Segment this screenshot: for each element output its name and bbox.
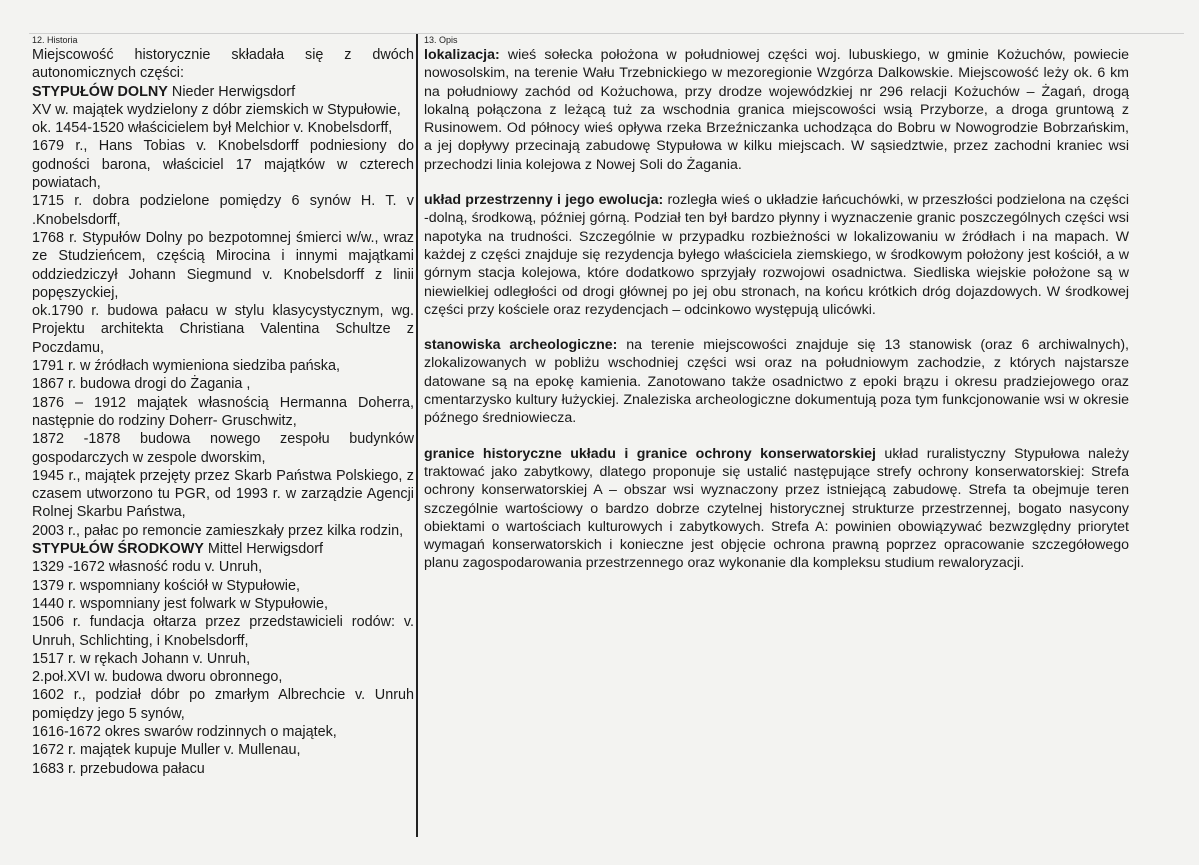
history-entry: 1679 r., Hans Tobias v. Knobelsdorff podniesiony do godności barona, właściciel 17 majątków w czterech powiatach, [32, 138, 414, 192]
history-column [29, 30, 415, 778]
section-body: układ ruralistyczny Stypułowa należy traktować jako zabytkowy, dlatego proponuje się ustalić następujące strefy ochrony konserwatorskiej: Strefa ochrony konserwatorskiej A – obszar wsi wyznaczony przez istniejącą zabudowę. Strefa ta obejmuje teren szczególnie wartościowy o bardzo dobrze czytelnej historycznej strukturze przestrzennej, bogato nasycony obiektami o wartościach kulturowych i zabytkowych. Strefa A: powinien obowiązywać bezwzględny priorytet wymagań konserwatorskich i konieczne jest objęcie ochrona prawną poprzez opracowanie szczegółowego planu zagospodarowania przestrzennego oraz wykonanie dla kompleksu studium rewaloryzacji. [424, 445, 1129, 572]
section-body: na terenie miejscowości znajduje się 13 stanowisk (oraz 6 archiwalnych), zlokalizowanych w pobliżu wschodniej części wsi oraz na południowym zachodzie, z których najstarsze datowane są na epokę kamienia. Zanotowano także osadnictwo z epoki brązu i okresu pradziejowego oraz cmentarzysko kultury łużyckiej. Znaleziska archeologiczne dokumentują poza tym funkcjonowanie wsi w okresie późnego średniowiecza. [424, 337, 1129, 427]
section-body: rozległa wieś o układzie łańcuchówki, w przeszłości podzielona na części -dolną, środkową, później górną. Podział ten był bardzo płynny i wyznaczenie granic poszczególnych części wsi napotyka na trudności. Szczególnie w przypadku rozbieżności w lokalizowaniu w źródłach i na mapach. W każdej z części znajduje się rezydencja byłego właściciela ziemskiego, w środkowym położony jest kościół, a w górnym stacja kolejowa, które dodatkowo sprzyjały rozwojowi osadnictwa. Siedliska wiejskie położone są w niewielkiej odległości od drogi głównej po jej obu stronach, na końcu krótkich dróg dojazdowych. W środkowej części przy kościele oraz rezydencjach – odcinkowo występują ulicówki. [424, 192, 1129, 318]
section-heading: układ przestrzenny i jego ewolucja: [424, 192, 664, 209]
history-entry: 1329 -1672 własność rodu v. Unruh, [32, 559, 263, 576]
part1-name: STYPUŁÓW DOLNY [32, 83, 168, 100]
part1-entries [32, 101, 414, 540]
section-heading: granice historyczne układu i granice ochrony konserwatorskiej [424, 445, 876, 462]
history-entry: 1945 r., majątek przejęty przez Skarb Państwa Polskiego, z czasem utworzono tu PGR, od 1993 r. w zarządzie Agencji Rolnej Skarbu Państwa, [32, 467, 414, 521]
section-body: wieś sołecka położona w południowej części woj. lubuskiego, w gminie Kożuchów, powiecie nowosolskim, na terenie Wału Trzebnickiego w mezoregionie Wzgórza Dalkowskie. Miejscowość leży ok. 6 km na południowy zachód od Kożuchowa, przy drodze wojewódzkiej nr 296 relacji Kożuchów – Żagań, drogą lokalną połączona z leżącą tuż za wschodnia granica miejscowości wsią Przyborze, a droga gruntową z Rusinowem. Od północy wieś opływa rzeka Brzeźniczanka uchodząca do Bobru w Nowogrodzie Bobrzańskim, a jej dopływy przecinają zabudowę Stypułowa w kilku miejscach. W sąsiedztwie, przez zachodni kraniec wsi przechodzi linia kolejowa z Nowej Soli do Żagania. [424, 47, 1129, 173]
history-entry: 1616-1672 okres swarów rodzinnych o majątek, [32, 723, 337, 740]
history-entry: 1768 r. Stypułów Dolny po bezpotomnej śmierci w/w., wraz ze Studzieńcem, częścią Mirocina i innymi majątkami oddziedziczył Johann Siegmund v. Knobelsdorff z linii popęszyckiej, [32, 229, 414, 301]
history-entry: 1517 r. w rękach Johann v. Unruh, [32, 650, 251, 667]
part1-german: Nieder Herwigsdorf [167, 83, 296, 100]
history-entry: 1440 r. wspomniany jest folwark w Stypułowie, [32, 595, 328, 612]
history-entry: 1791 r. w źródłach wymieniona siedziba pańska, [32, 358, 340, 375]
description-column [421, 30, 1131, 573]
description-section-archaeology [424, 336, 1129, 427]
history-entry: 1683 r. przebudowa pałacu [32, 760, 205, 777]
history-entry: ok. 1454-1520 właścicielem był Melchior v. Knobelsdorff, [32, 120, 393, 137]
history-entry: 1715 r. dobra podzielone pomiędzy 6 synów H. T. v .Knobelsdorff, [32, 193, 414, 228]
description-section-location [424, 46, 1129, 174]
part1-heading [32, 83, 414, 101]
history-entry: XV w. majątek wydzielony z dóbr ziemskich w Stypułowie, [32, 101, 401, 118]
description-label: 13. Opis [424, 35, 458, 45]
history-entry: 1672 r. majątek kupuje Muller v. Mullenau, [32, 742, 301, 759]
history-entry: 1876 – 1912 majątek własnością Hermanna Doherra, następnie do rodziny Doherr- Gruschwitz, [32, 394, 414, 429]
history-entry: ok.1790 r. budowa pałacu w stylu klasycystycznym, wg. Projektu architekta Christiana Valentina Schultze z Poczdamu, [32, 303, 414, 356]
description-section-layout [424, 191, 1129, 319]
part2-name: STYPUŁÓW ŚRODKOWY [32, 541, 204, 558]
history-entry: 2003 r., pałac po remoncie zamieszkały przez kilka rodzin, [32, 522, 404, 539]
description-text [424, 46, 1129, 573]
part2-entries [32, 558, 414, 778]
section-heading: stanowiska archeologiczne: [424, 337, 618, 354]
history-entry: 1872 -1878 budowa nowego zespołu budynków gospodarczych w zespole dworskim, [32, 431, 414, 466]
history-label: 12. Historia [32, 35, 78, 45]
column-divider [416, 34, 418, 837]
history-entry: 1506 r. fundacja ołtarza przez przedstawicieli rodów: v. Unruh, Schlichting, i Knobelsdorff, [32, 614, 414, 649]
history-entry: 2.poł.XVI w. budowa dworu obronnego, [32, 669, 283, 686]
history-entry: 1379 r. wspomniany kościół w Stypułowie, [32, 577, 300, 594]
history-entry: 1867 r. budowa drogi do Żagania , [32, 376, 251, 393]
description-section-boundaries [424, 445, 1129, 573]
part2-german: Mittel Herwigsdorf [203, 541, 324, 558]
history-text [32, 46, 414, 778]
history-intro: Miejscowość historycznie składała się z dwóch autonomicznych części: [32, 47, 414, 82]
document-table [29, 30, 1184, 840]
history-entry: 1602 r., podział dóbr po zmarłym Albrechcie v. Unruh pomiędzy jego 5 synów, [32, 687, 414, 722]
part2-heading [32, 540, 414, 558]
section-heading: lokalizacja: [424, 47, 500, 63]
